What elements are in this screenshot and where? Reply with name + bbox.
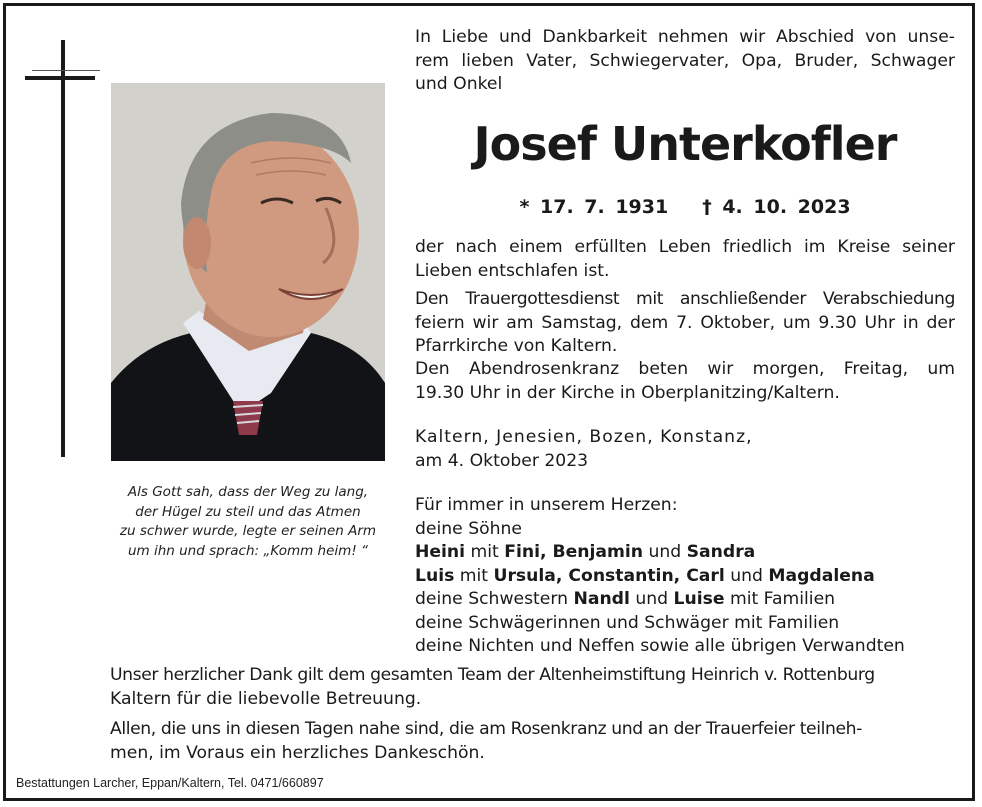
quote-line: um ihn und sprach: „Komm heim! “ xyxy=(127,542,369,559)
passing-paragraph xyxy=(415,236,955,283)
place-date-paragraph xyxy=(415,426,955,473)
funeral-home-footer: Bestattungen Larcher, Eppan/Kaltern, Tel. 0471/660897 xyxy=(16,776,324,790)
intro-line: und Onkel xyxy=(415,74,503,94)
intro-line: In Liebe und Dankbarkeit nehmen wir Abschied von unse- xyxy=(415,27,955,47)
text-line: der nach einem erfüllten Leben friedlich im Kreise seiner xyxy=(415,237,955,257)
cross-horizontal-bar xyxy=(25,76,95,80)
text-line: Unser herzlicher Dank gilt dem gesamten Team der Altenheimstiftung Heinrich v. Rottenburg xyxy=(110,665,875,685)
text-line: 19.30 Uhr in der Kirche in Oberplanitzing/Kaltern. xyxy=(415,382,840,403)
family-list xyxy=(415,494,955,659)
death-date: † 4. 10. 2023 xyxy=(702,196,851,218)
rosary-paragraph xyxy=(415,358,955,405)
deceased-name: Josef Unterkofler xyxy=(473,117,897,171)
text-line: feiern wir am Samstag, dem 7. Oktober, um 9.30 Uhr in der xyxy=(415,312,955,333)
quote-line: zu schwer wurde, legte er seinen Arm xyxy=(119,523,377,539)
life-dates xyxy=(415,193,955,221)
quote-line: Als Gott sah, dass der Weg zu lang, xyxy=(127,484,369,500)
text-line: men, im Voraus ein herzliches Dankeschön. xyxy=(110,742,485,763)
text-line: Kaltern, Jenesien, Bozen, Konstanz, xyxy=(415,427,753,447)
family-line: Heini mit Fini, Benjamin und Sandra xyxy=(415,542,756,562)
service-paragraph xyxy=(415,288,955,359)
family-line: deine Schwestern Nandl und Luise mit Familien xyxy=(415,589,836,609)
portrait-illustration xyxy=(111,83,385,461)
text-line: Pfarrkirche von Kaltern. xyxy=(415,336,618,356)
text-line: Den Trauergottesdienst mit anschließender Verabschiedung xyxy=(415,289,955,309)
birth-date: * 17. 7. 1931 xyxy=(519,196,669,218)
cross-vertical-bar xyxy=(61,40,65,457)
family-line: deine Schwägerinnen und Schwäger mit Familien xyxy=(415,612,840,633)
text-line: Lieben entschlafen ist. xyxy=(415,260,610,281)
thanks-paragraph xyxy=(110,664,960,711)
family-line: Luis mit Ursula, Constantin, Carl und Magdalena xyxy=(415,565,875,586)
intro-text xyxy=(415,26,955,97)
memorial-quote xyxy=(106,483,390,561)
family-heading: Für immer in unserem Herzen: xyxy=(415,495,678,515)
text-line: Den Abendrosenkranz beten wir morgen, Freitag, um xyxy=(415,359,955,379)
cross-shadow-bar xyxy=(32,70,100,71)
text-line: Kaltern für die liebevolle Betreuung. xyxy=(110,688,422,709)
text-line: am 4. Oktober 2023 xyxy=(415,450,589,471)
text-line: Allen, die uns in diesen Tagen nahe sind, die am Rosenkranz und an der Trauerfeier teilneh- xyxy=(110,719,862,739)
intro-line: rem lieben Vater, Schwiegervater, Opa, Bruder, Schwager xyxy=(415,50,955,71)
gratitude-paragraph xyxy=(110,718,960,765)
portrait-photo xyxy=(111,83,385,461)
family-line: deine Söhne xyxy=(415,518,522,539)
quote-line: der Hügel zu steil und das Atmen xyxy=(135,503,361,520)
family-line: deine Nichten und Neffen sowie alle übrigen Verwandten xyxy=(415,636,905,656)
